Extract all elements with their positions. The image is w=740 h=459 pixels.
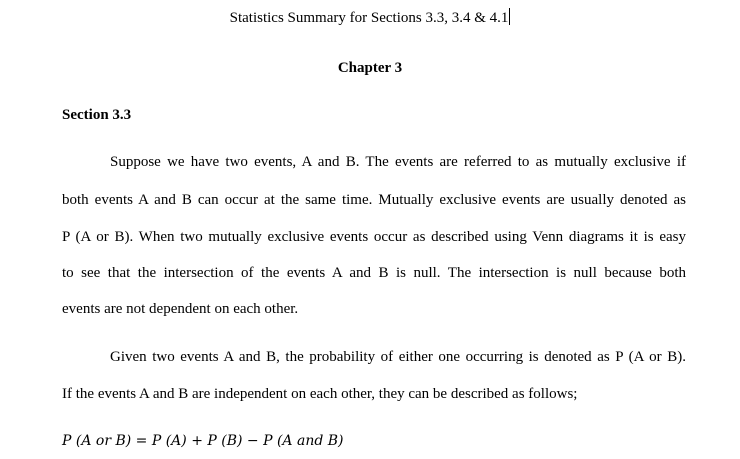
paragraph1-line-5: events are not dependent on each other. [62,301,299,317]
paragraph2-line-1: Given two events A and B, the probability of either one occurring is denoted as P (A or B). [110,349,686,365]
paragraph1-line-3: P (A or B). When two mutually exclusive events occur as described using Venn diagrams it is easy [62,229,686,245]
text-cursor [509,8,510,25]
chapter-heading: Chapter 3 [337,60,403,76]
paragraph1-line-4: to see that the intersection of the events A and B is null. The intersection is null because both [62,265,686,281]
probability-formula: P (A or B) = P (A) + P (B) − P (A and B) [62,433,344,449]
paragraph1-line-1: Suppose we have two events, A and B. The events are referred to as mutually exclusive if [110,154,686,170]
section-heading: Section 3.3 [62,107,132,123]
document-header[interactable] [0,8,740,28]
paragraph1-line-2: both events A and B can occur at the same time. Mutually exclusive events are usually denoted as [62,192,686,208]
paragraph2-line-2: If the events A and B are independent on each other, they can be described as follows; [62,386,578,402]
header-text: Statistics Summary for Sections 3.3, 3.4 & 4.1 [229,10,509,26]
